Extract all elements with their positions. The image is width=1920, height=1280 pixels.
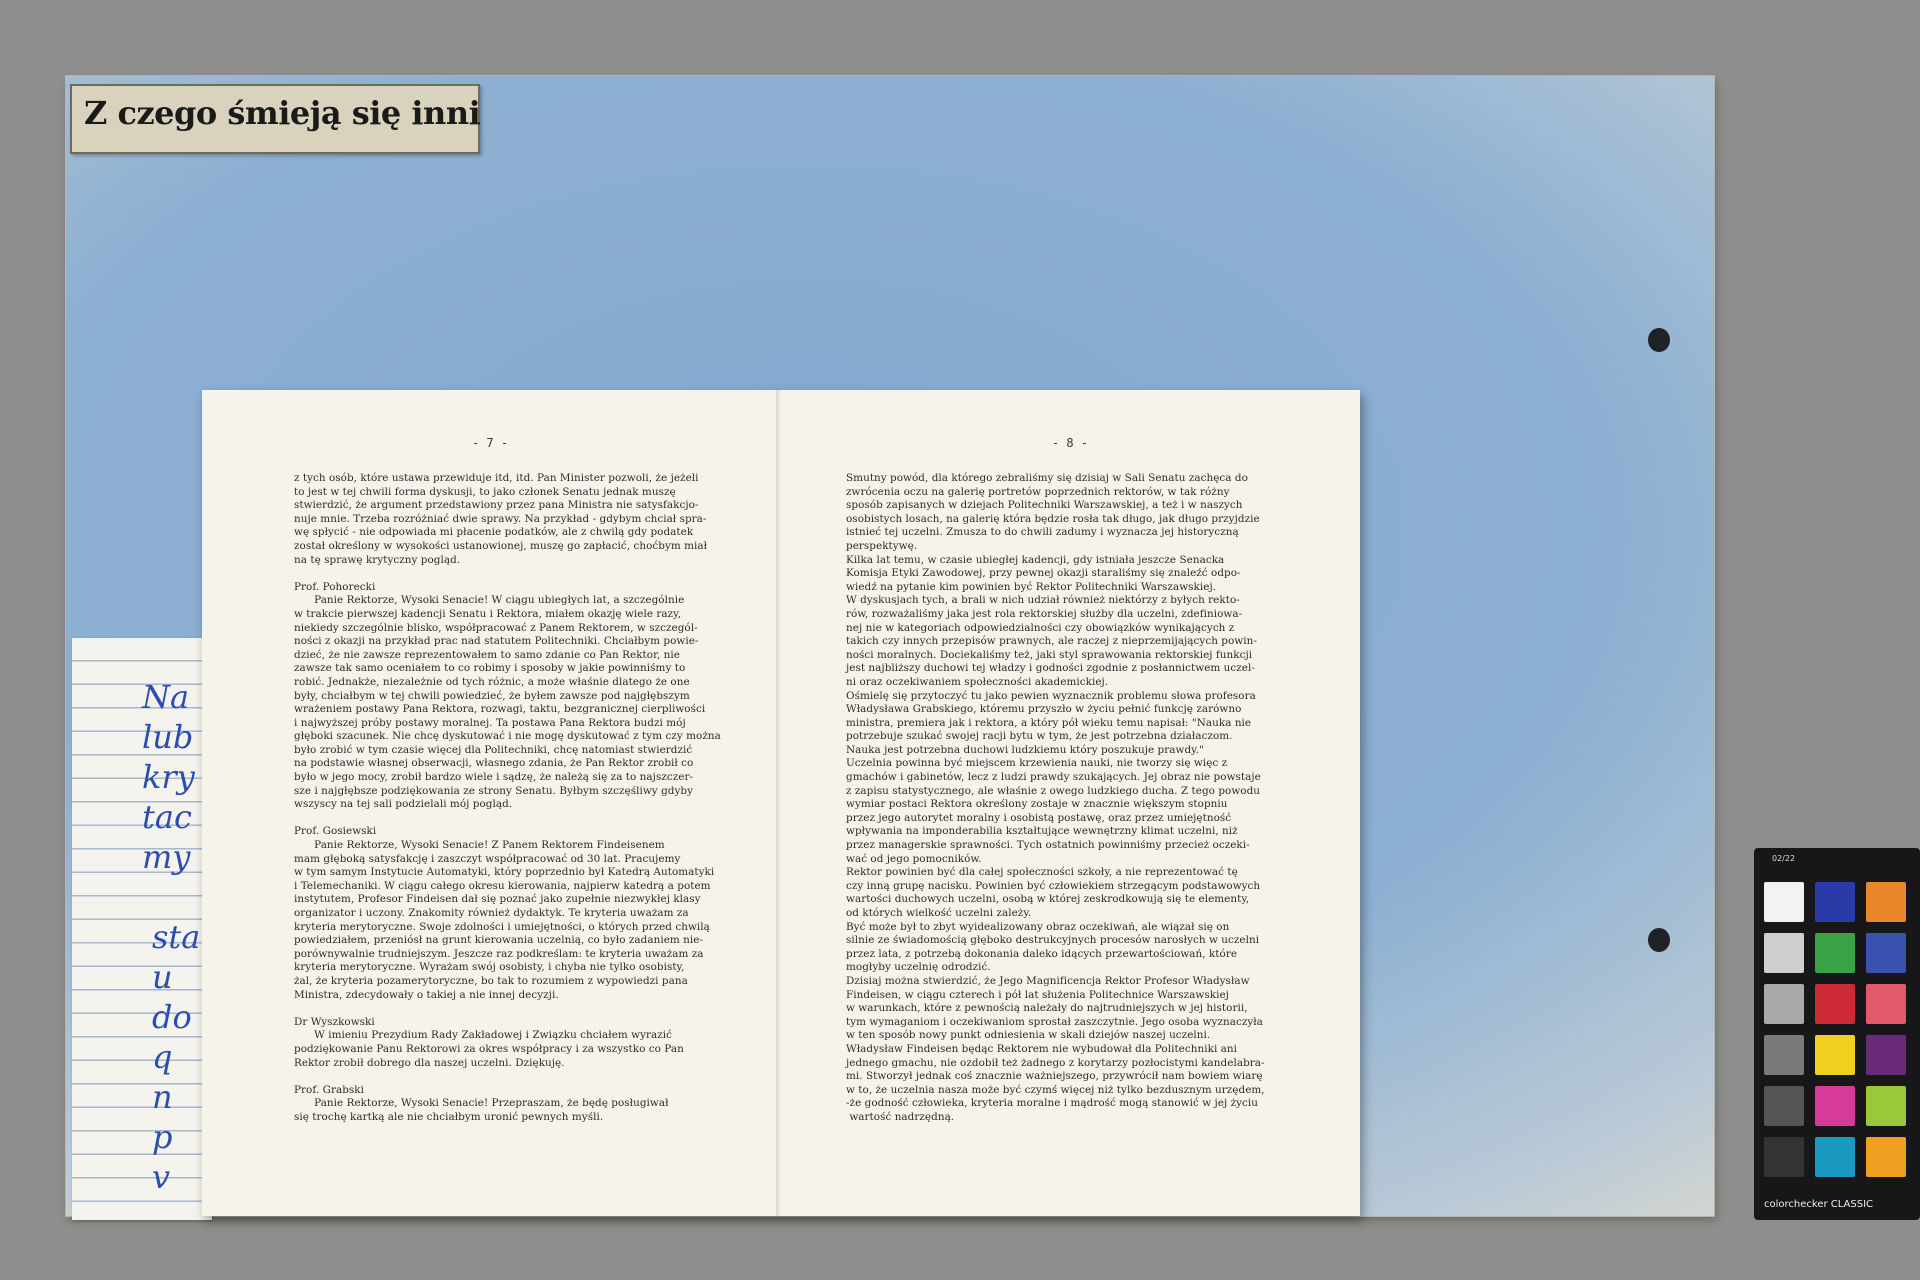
- text-line: wiedź na pytanie kim powinien być Rektor Politechniki Warszawskiej.: [846, 580, 1217, 593]
- text-line: i Telemechaniki. W ciągu całego okresu kierowania, najpierw katedrą a potem: [294, 879, 711, 892]
- newspaper-clipping: [70, 84, 480, 154]
- text-line: niekiedy szczególnie blisko, współpracować z Panem Rektorem, w szczegól-: [294, 621, 698, 634]
- color-swatch: [1764, 933, 1804, 973]
- text-line: mam głęboką satysfakcję i zaszczyt współpracować od 30 lat. Pracujemy: [294, 852, 681, 865]
- text-line: głęboki szacunek. Nie chcę dyskutować i nie mogę dyskutować z tym czy można: [294, 730, 721, 743]
- clipping-title: Z czego śmieją się inni: [84, 94, 481, 132]
- text-line: [294, 567, 721, 581]
- color-swatch: [1866, 1035, 1906, 1075]
- color-swatch: [1866, 1137, 1906, 1177]
- text-line: z zapisu statystycznego, ale właśnie z owego ludzkiego ducha. Z tego powodu: [846, 784, 1261, 797]
- page-text: [846, 472, 1265, 1125]
- text-line: wszyscy na tej sali podzielali mój pogląd.: [294, 798, 513, 811]
- handwriting-fragment: tac: [142, 798, 192, 836]
- color-swatch: [1866, 882, 1906, 922]
- text-line: sze i najgłębsze podziękowania ze strony Senatu. Byłbym szczęśliwy gdyby: [294, 784, 694, 797]
- text-line: robić. Jednakże, niezależnie od tych różnic, a może właśnie dlatego że one: [294, 675, 690, 688]
- text-line: [294, 1070, 721, 1084]
- text-line: stwierdzić, że argument przedstawiony przez pana Ministra nie satysfakcjo-: [294, 499, 699, 512]
- text-line: -że godność człowieka, kryteria moralne i mądrość mogą stanowić w jej życiu: [846, 1097, 1259, 1110]
- text-line: w to, że uczelnia nasza może być czymś więcej niż tylko bezdusznym urzędem,: [846, 1083, 1265, 1096]
- text-line: żal, że kryteria pozamerytoryczne, bo tak to rozumiem z wypowiedzi pana: [294, 974, 688, 987]
- text-line: osobistych losach, na galerię która będzie rosła tak długo, jak długo przyjdzie: [846, 512, 1260, 525]
- text-line: wartości duchowych uczelni, osobą w której zeskrodkowują się te elementy,: [846, 893, 1250, 906]
- text-line: mogłyby uczelnię odrodzić.: [846, 961, 991, 974]
- text-line: [294, 812, 721, 826]
- text-line: ności z okazji na przykład prac nad statutem Politechniki. Chciałbym powie-: [294, 635, 699, 648]
- page-number: - 8 -: [1051, 436, 1089, 450]
- text-line: takich czy innych przepisów prawnych, ale raczej z nieprzemijających powin-: [846, 635, 1257, 648]
- color-swatch: [1815, 882, 1855, 922]
- text-line: Władysław Findeisen będąc Rektorem nie wybudował dla Politechniki ani: [846, 1042, 1238, 1055]
- text-line: wpływania na imponderabilia kształtujące wewnętrzny klimat uczelni, niż: [846, 825, 1238, 838]
- color-swatch: [1815, 933, 1855, 973]
- text-line: ministra, premiera jak i rektora, a który pół wieku temu napisał: "Nauka nie: [846, 716, 1252, 729]
- text-line: perspektywę.: [846, 539, 918, 552]
- text-line: na podstawie własnej obserwacji, własnego zdania, że Pan Rektor zrobił co: [294, 757, 694, 770]
- text-line: Kilka lat temu, w czasie ubiegłej kadencji, gdy istniała jeszcze Senacka: [846, 553, 1225, 566]
- punch-hole: [1648, 328, 1670, 352]
- text-line: jednego gmachu, nie ozdobił też żadnego z korytarzy pozłocistymi kandelabra-: [846, 1056, 1265, 1069]
- text-line: w tym samym Instytucie Automatyki, który poprzednio był Katedrą Automatyki: [294, 866, 715, 879]
- handwriting-fragment: n: [152, 1078, 173, 1116]
- text-line: Władysława Grabskiego, któremu przyszło w życiu pełnić funkcję zarówno: [846, 703, 1242, 716]
- color-swatch: [1764, 1137, 1804, 1177]
- text-line: powiedziałem, przeniósł na grunt kierowania uczelnią, co było zadaniem nie-: [294, 934, 704, 947]
- text-line: Ośmielę się przytoczyć tu jako pewien wyznacznik problemu słowa profesora: [846, 689, 1256, 702]
- text-line: dzieć, że nie zawsze reprezentowałem to samo zdanie co Pan Rektor, nie: [294, 648, 680, 661]
- handwriting-fragment: my: [142, 838, 191, 876]
- text-line: w ten sposób nowy punkt odniesienia w skali dziejów naszej uczelni.: [846, 1029, 1211, 1042]
- text-line: ności moralnych. Dociekaliśmy też, jaki styl sprawowania rektorskiej funkcji: [846, 648, 1253, 661]
- text-line: Komisja Etyki Zawodowej, przy pewnej okazji staraliśmy się znaleźć odpo-: [846, 567, 1241, 580]
- text-line: wrażeniem postawy Pana Rektora, rozwagi, taktu, bezgranicznej cierpliwości: [294, 703, 706, 716]
- text-line: Panie Rektorze, Wysoki Senacie! W ciągu ubiegłych lat, a szczególnie: [294, 594, 685, 607]
- color-swatch: [1866, 933, 1906, 973]
- text-line: tym wymaganiom i oczekiwaniom sprostał zaszczytnie. Jego osoba wyznaczyła: [846, 1015, 1263, 1028]
- text-line: mi. Stworzył jednak coś znacznie ważniejszego, przywrócił nam bowiem wiarę: [846, 1070, 1263, 1083]
- text-line: ni oraz oczekiwaniem społeczności akademickiej.: [846, 675, 1109, 688]
- handwriting-fragment: lub: [142, 718, 194, 756]
- page-left: [202, 390, 778, 1216]
- text-line: Nauka jest potrzebna duchowi ludzkiemu który poszukuje prawdy.": [846, 743, 1204, 756]
- text-line: przez managerskie sprawności. Tych ostatnich powinniśmy przecież oczeki-: [846, 839, 1250, 852]
- handwriting-fragment: sta: [152, 918, 201, 956]
- text-line: Rektor zrobił dobrego dla naszej uczelni. Dziękuję.: [294, 1056, 565, 1069]
- text-line: było w jego mocy, zrobił bardzo wiele i sądzę, że należą się za to najszczer-: [294, 771, 694, 784]
- page-right: [780, 390, 1360, 1216]
- text-line: było zrobić w tym czasie więcej dla Politechniki, chcę natomiast stwierdzić: [294, 743, 693, 756]
- text-line: czy inną grupę nacisku. Powinien być człowiekiem strzegącym podstawowych: [846, 879, 1261, 892]
- text-line: z tych osób, które ustawa przewiduje itd, itd. Pan Minister pozwoli, że jeżeli: [294, 472, 699, 484]
- text-line: instytutem, Profesor Findeisen dał się poznać jako zupełnie niezwykłej klasy: [294, 893, 701, 906]
- text-line: nej nie w kategoriach odpowiedzialności czy obowiązków wynikających z: [846, 621, 1235, 634]
- text-line: Rektor powinien być dla całej społeczności szkoły, a nie reprezentować tę: [846, 866, 1238, 879]
- text-line: podziękowanie Panu Rektorowi za okres współpracy i za wszystko co Pan: [294, 1042, 684, 1055]
- text-line: porównywalnie trudniejszym. Jeszcze raz podkreślam: te kryteria uważam za: [294, 947, 704, 960]
- handwriting-fragment: v: [152, 1158, 171, 1196]
- text-line: w trakcie pierwszej kadencji Senatu i Rektora, miałem okazję wiele razy,: [294, 607, 682, 620]
- card-label-top: 02/22: [1772, 854, 1796, 863]
- text-line: w warunkach, które z pewnością należały do najtrudniejszych w jej historii,: [846, 1002, 1248, 1015]
- handwriting-fragment: do: [152, 998, 192, 1036]
- text-line: zawsze tak samo oceniałem to co robimy i sposoby w jakie powinniśmy to: [294, 662, 686, 675]
- text-line: został określony w wysokości ustanowionej, muszę go zapłacić, choćbym miał: [294, 539, 708, 552]
- text-line: potrzebuje szukać swojej racji bytu w tym, że jest potrzebna działaczom.: [846, 730, 1233, 743]
- text-line: przez jego autorytet moralny i osobistą postawę, oraz przez umiejętność: [846, 811, 1232, 824]
- text-line: gmachów i gabinetów, lecz z ludzi prawdy szukających. Jej obraz nie powstaje: [846, 771, 1261, 784]
- text-line: wać od jego pomocników.: [846, 852, 982, 865]
- text-line: wę spłycić - nie odpowiada mi płacenie podatków, ale z chwilą gdy podatek: [294, 526, 694, 539]
- color-swatch: [1764, 882, 1804, 922]
- text-line: Prof. Grabski: [294, 1083, 365, 1096]
- color-calibration-card: [1754, 848, 1920, 1220]
- text-line: zwrócenia oczu na galerię portretów poprzednich rektorów, w tak różny: [846, 485, 1230, 498]
- handwritten-note: [72, 638, 212, 1220]
- text-line: Smutny powód, dla którego zebraliśmy się dzisiaj w Sali Senatu zachęca do: [846, 472, 1248, 484]
- text-line: W dyskusjach tych, a brali w nich udział również niektórzy z byłych rekto-: [846, 594, 1240, 607]
- text-line: Dr Wyszkowski: [294, 1015, 375, 1028]
- text-line: organizator i uczony. Znakomity również dydaktyk. Te kryteria uważam za: [294, 907, 689, 919]
- color-swatch: [1866, 1086, 1906, 1126]
- text-line: Panie Rektorze, Wysoki Senacie! Z Panem Rektorem Findeisenem: [294, 839, 665, 852]
- text-line: przez lata, z potrzebą dokonania daleko idących przewartościowań, które: [846, 947, 1238, 960]
- text-line: Prof. Pohorecki: [294, 580, 376, 593]
- text-line: Dzisiaj można stwierdzić, że Jego Magnificencja Rektor Profesor Władysław: [846, 974, 1250, 987]
- text-line: Uczelnia powinna być miejscem krzewienia nauki, nie tworzy się więc z: [846, 757, 1228, 770]
- page-number: - 7 -: [471, 436, 509, 450]
- text-line: od których wielkość uczelni zależy.: [846, 907, 1032, 919]
- text-line: Prof. Gosiewski: [294, 825, 377, 838]
- punch-hole: [1648, 928, 1670, 952]
- text-line: kryteria merytoryczne. Wyrażam swój osobisty, i chyba nie tylko osobisty,: [294, 961, 685, 974]
- text-line: i najwyższej próby postawy moralnej. Ta postawa Pana Rektora budzi mój: [294, 716, 686, 729]
- color-swatch: [1815, 984, 1855, 1024]
- page-text: [294, 472, 721, 1125]
- text-line: jest najbliższy duchowi tej władzy i godności zgodnie z posłannictwem uczel-: [846, 662, 1255, 675]
- color-swatch: [1815, 1035, 1855, 1075]
- text-line: silnie ze świadomością głęboko destrukcyjnych procesów narosłych w uczelni: [846, 934, 1260, 947]
- text-line: były, chciałbym w tej chwili powiedzieć, że byłem zawsze pod najgłębszym: [294, 689, 690, 702]
- text-line: W imieniu Prezydium Rady Zakładowej i Związku chciałem wyrazić: [294, 1029, 673, 1042]
- handwriting-fragment: u: [152, 958, 173, 996]
- text-line: się trochę kartką ale nie chciałbym uronić pewnych myśli.: [294, 1110, 604, 1123]
- handwriting-fragment: q: [152, 1038, 173, 1076]
- text-line: wymiar postaci Rektora określony zostaje w znacznie większym stopniu: [846, 798, 1228, 811]
- open-booklet: [202, 390, 1360, 1216]
- text-line: sposób zapisanych w dziejach Politechniki Warszawskiej, a też i w naszych: [846, 499, 1243, 512]
- card-label-bottom: colorchecker CLASSIC: [1764, 1199, 1874, 1210]
- color-swatch: [1866, 984, 1906, 1024]
- text-line: rów, rozważaliśmy jaka jest rola rektorskiej służby dla uczelni, zdefiniowa-: [846, 607, 1243, 620]
- handwriting-fragment: p: [152, 1118, 173, 1156]
- color-swatch: [1815, 1086, 1855, 1126]
- color-swatch: [1764, 984, 1804, 1024]
- text-line: wartość nadrzędną.: [846, 1110, 955, 1123]
- text-line: na tę sprawę krytyczny pogląd.: [294, 553, 461, 566]
- handwriting-fragment: kry: [142, 758, 195, 796]
- color-swatch: [1764, 1035, 1804, 1075]
- text-line: nuje mnie. Trzeba rozróżniać dwie sprawy. Na przykład - gdybym chciał spra-: [294, 512, 707, 525]
- text-line: Być może był to zbyt wyidealizowany obraz oczekiwań, ale wiązał się on: [846, 920, 1230, 933]
- text-line: [294, 1002, 721, 1016]
- text-line: Panie Rektorze, Wysoki Senacie! Przepraszam, że będę posługiwał: [294, 1097, 669, 1110]
- handwriting-fragment: Na: [142, 678, 190, 716]
- color-swatch: [1815, 1137, 1855, 1177]
- text-line: Findeisen, w ciągu czterech i pół lat służenia Politechnice Warszawskiej: [846, 988, 1229, 1001]
- text-line: Ministra, zdecydowały o takiej a nie innej decyzji.: [294, 988, 559, 1001]
- text-line: kryteria merytoryczne. Swoje zdolności i umiejętności, o których przed chwilą: [294, 920, 710, 933]
- text-line: istnieć tej uczelni. Zmusza to do chwili zadumy i wyznacza jej historyczną: [846, 526, 1239, 539]
- text-line: to jest w tej chwili forma dyskusji, to jako członek Senatu jednak muszę: [294, 485, 676, 498]
- color-swatch: [1764, 1086, 1804, 1126]
